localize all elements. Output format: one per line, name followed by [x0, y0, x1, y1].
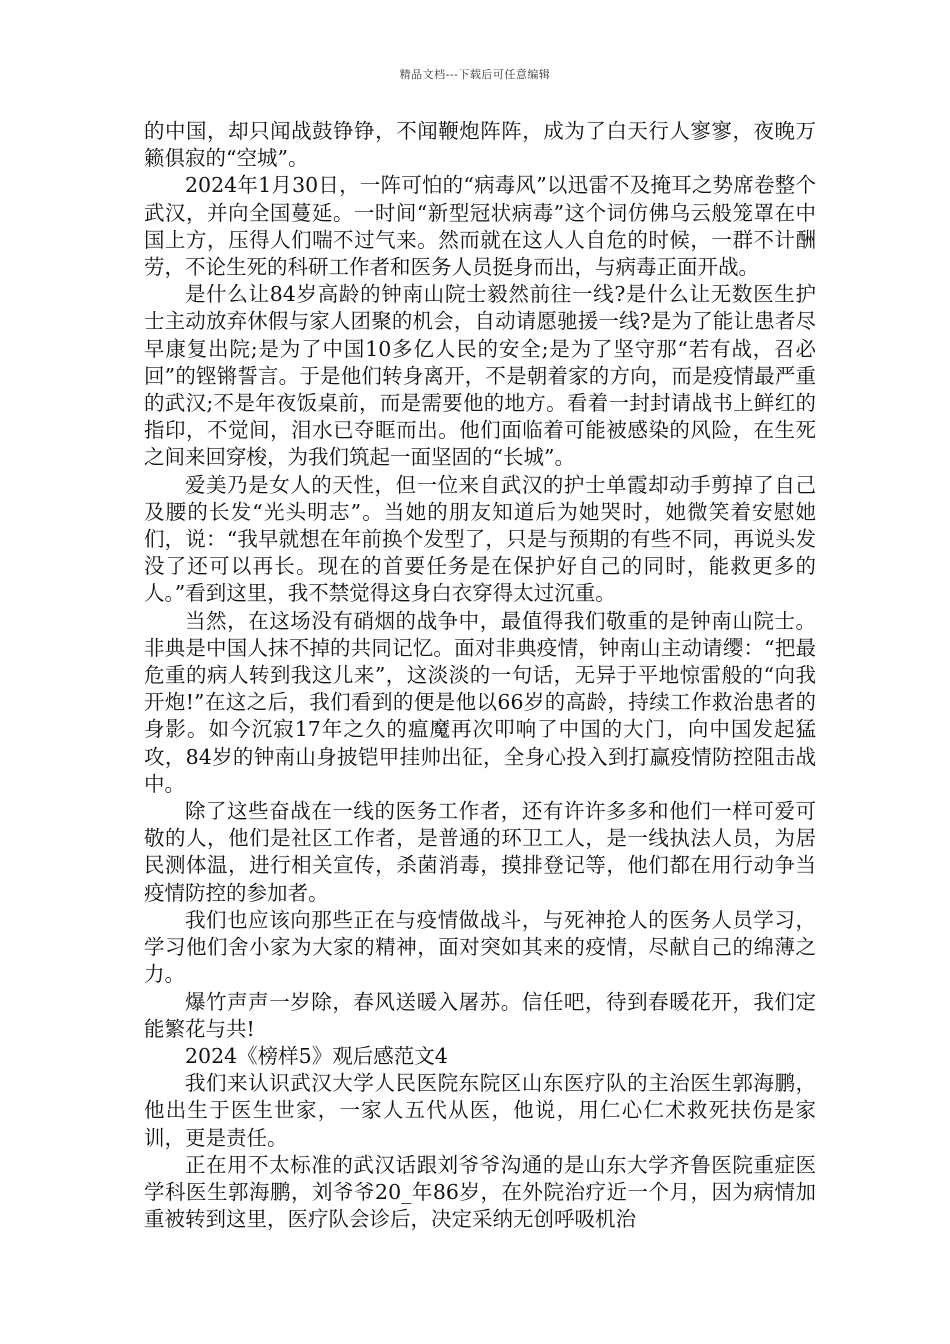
document-body: [144, 118, 816, 1233]
paragraph-9: 我们来认识武汉大学人民医院东院区山东医疗队的主治医生郭海鹏，他出生于医生世家，一家人五代从医，他说，用仁心仁术救死扶伤是家训，更是责任。: [144, 1071, 816, 1150]
paragraph-6: 除了这些奋战在一线的医务工作者，还有许许多多和他们一样可爱可敬的人，他们是社区工作者，是普通的环卫工人，是一线执法人员，为居民测体温，进行相关宣传，杀菌消毒，摸排登记等，他们都在用行动争当疫情防控的参加者。: [144, 799, 816, 905]
paragraph-1: 的中国，却只闻战鼓铮铮，不闻鞭炮阵阵，成为了白天行人寥寥，夜晚万籁俱寂的“空城”。: [144, 119, 816, 171]
paragraph-7: 我们也应该向那些正在与疫情做战斗，与死神抢人的医务人员学习，学习他们舍小家为大家的精神，面对突如其来的疫情，尽献自己的绵薄之力。: [144, 907, 816, 987]
page-header: 精品文档---下载后可任意编辑: [399, 68, 551, 81]
paragraph-10: 正在用不太标准的武汉话跟刘爷爷沟通的是山东大学齐鲁医院重症医学科医生郭海鹏，刘爷爷20_年86岁，在外院治疗近一个月，因为病情加重被转到这里，医疗队会诊后，决定采纳无创呼吸机治: [144, 1152, 816, 1232]
section-title: 2024《榜样5》观后感范文4: [185, 1043, 448, 1068]
paragraph-2: 2024年1月30日，一阵可怕的“病毒风”以迅雷不及掩耳之势席卷整个武汉，并向全国蔓延。一时间“新型冠状病毒”这个词仿佛乌云般笼罩在中国上方，压得人们喘不过气来。然而就在这人人自危的时候，一群不计酬劳，不论生死的科研工作者和医务人员挺身而出，与病毒正面开战。: [144, 173, 816, 280]
paragraph-3: 是什么让84岁高龄的钟南山院士毅然前往一线?是什么让无数医生护士主动放弃休假与家人团聚的机会，自动请愿驰援一线?是为了能让患者尽早康复出院;是为了中国10多亿人民的安全;是为了坚守那“若有战，召必回”的铿锵誓言。于是他们转身离开，不是朝着家的方向，而是疫情最严重的武汉;不是年夜饭桌前，而是需要他的地方。看着一封封请战书上鲜红的指印，不觉间，泪水已夺眶而出。他们面临着可能被感染的风险，在生死之间来回穿梭，为我们筑起一面坚固的“长城”。: [144, 282, 816, 470]
paragraph-8: 爆竹声声一岁除，春风送暖入屠苏。信任吧，待到春暖花开，我们定能繁花与共!: [144, 989, 816, 1041]
paragraph-4: 爱美乃是女人的天性，但一位来自武汉的护士单霞却动手剪掉了自己及腰的长发“光头明志”。当她的朋友知道后为她哭时，她微笑着安慰她们，说：“我早就想在年前换个发型了，只是与预期的有些不同，再说头发没了还可以再长。现在的首要任务是在保护好自己的同时，能救更多的人。”看到这里，我不禁觉得这身白衣穿得太过沉重。: [144, 472, 816, 606]
paragraph-5: 当然，在这场没有硝烟的战争中，最值得我们敬重的是钟南山院士。非典是中国人抹不掉的共同记忆。面对非典疫情，钟南山主动请缨：“把最危重的病人转到我这儿来”，这淡淡的一句话，无异于平地惊雷般的“向我开炮!”在这之后，我们看到的便是他以66岁的高龄，持续工作救治患者的身影。如今沉寂17年之久的瘟魔再次叩响了中国的大门，向中国发起猛攻，84岁的钟南山身披铠甲挂帅出征，全身心投入到打赢疫情防控阻击战中。: [144, 608, 816, 796]
